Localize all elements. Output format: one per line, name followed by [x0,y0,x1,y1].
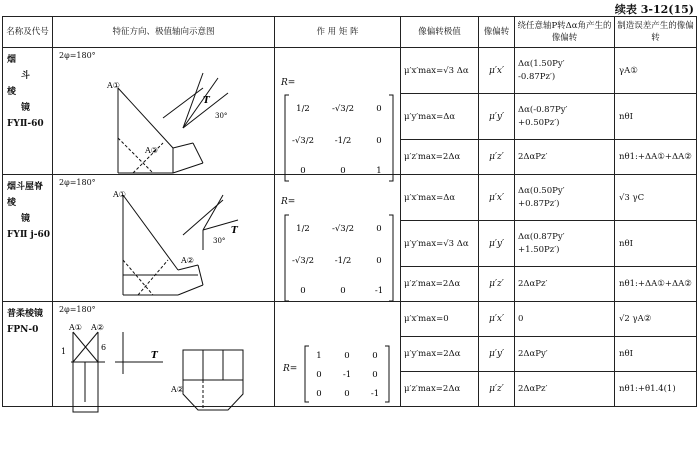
extreme-value: μ′x′max=Δα [401,175,479,221]
label-t: T [203,96,210,106]
header-name: 名称及代号 [3,17,53,48]
extreme-value: μ′y′max=2Δα [401,337,479,372]
error-value: nθ1:+ΔA①+ΔA② [615,267,697,302]
header-matrix: 作 用 矩 阵 [275,17,401,48]
matrix-svg [275,213,401,303]
matrix-entry: 0 [344,389,350,399]
name-line: 棱 [7,198,17,208]
extreme-value: μ′z′max=2Δα [401,140,479,175]
error-value: γA① [615,48,697,94]
label-1: 1 [61,347,67,356]
arbitrary-value [515,140,615,175]
error-value: nθ1:+θ1.4(1) [615,372,697,407]
name-line: 镜 [21,103,31,113]
arb-line: 2ΔαPy′ [518,348,548,359]
diagram-cell [53,302,275,407]
deflection-symbol: μ′y′ [479,337,515,372]
matrix-entry: -√3/2 [332,104,354,114]
matrix-cell [275,48,401,175]
arb-line: +0.87Pz′) [518,198,560,209]
arb-line: Δα(0.87Py′ [518,231,565,242]
angle-label: 2φ=180° [59,178,96,187]
header-row [3,17,697,48]
extreme-value: μ′x′max=0 [401,302,479,337]
error-value: nθ1:+ΔA①+ΔA② [615,140,697,175]
arbitrary-value [515,267,615,302]
deflection-symbol: μ′x′ [479,175,515,221]
prism-name [3,48,53,175]
matrix-cell [275,302,401,407]
arbitrary-value [515,302,615,337]
table-caption: 续表 3-12(15) [614,3,694,16]
arb-line: Δα(-0.87Py′ [518,104,568,115]
deflection-symbol: μ′z′ [479,267,515,302]
error-value: √2 γA② [615,302,697,337]
matrix-label: R= [281,78,296,88]
matrix-entry: -√3/2 [292,256,314,266]
extreme-value: μ′z′max=2Δα [401,267,479,302]
extreme-value: μ′z′max=2Δα [401,372,479,407]
matrix-label: R= [281,197,296,207]
matrix-cell [275,175,401,302]
name-line: 烟 [7,55,17,65]
header-deflection: 像偏转 [479,17,515,48]
matrix-svg [275,93,401,183]
arb-line: -0.87Pz′) [518,71,556,82]
matrix-entry: -√3/2 [292,136,314,146]
label-a2: A② [171,385,184,394]
deflection-symbol: μ′x′ [479,48,515,94]
arb-line: 0 [518,313,524,324]
arb-line: +1.50Pz′) [518,244,560,255]
header-extreme: 像偏转极值 [401,17,479,48]
arb-line: 2ΔαPz′ [518,151,548,162]
diagram-cell [53,175,275,302]
matrix-entry: 0 [376,104,382,114]
angle-label: 2φ=180° [59,305,96,314]
matrix-entry: 0 [372,370,378,380]
name-line: 普柔棱镜 [7,309,44,319]
error-value: nθⅠ [615,221,697,267]
matrix-entry: 0 [344,351,350,361]
matrix-entry: 0 [340,286,346,296]
arb-line: +0.50Pz′) [518,117,560,128]
matrix-entry: -√3/2 [332,224,354,234]
prism-diagram [53,302,275,427]
header-arbitrary: 绕任意轴P转Δα角产生的像偏转 [515,17,615,48]
deflection-symbol: μ′z′ [479,372,515,407]
arb-line: Δα(0.50Py′ [518,185,565,196]
matrix-entry: 1/2 [296,224,310,234]
error-value: √3 γC [615,175,697,221]
matrix-entry: -1 [370,389,380,399]
table-row [3,302,697,337]
deflection-symbol: μ′x′ [479,302,515,337]
name-line: 镜 [21,214,31,224]
arbitrary-value [515,337,615,372]
matrix-entry: 0 [340,166,346,176]
matrix-entry: 0 [300,166,306,176]
label-angle: 30° [215,112,228,120]
matrix-label: R= [283,364,298,374]
label-a2: A② [181,256,194,265]
arbitrary-value [515,94,615,140]
arb-line: 2ΔαPz′ [518,278,548,289]
error-value: nθⅠ [615,94,697,140]
matrix-entry: -1 [374,286,384,296]
matrix-entry: 0 [376,136,382,146]
extreme-value: μ′y′max=√3 Δα [401,221,479,267]
deflection-symbol: μ′z′ [479,140,515,175]
prism-name [3,175,53,302]
arb-line: Δα(1.50Py′ [518,58,565,69]
header-diagram: 特征方向、极值轴向示意图 [53,17,275,48]
name-code: FYⅡ j-60 [7,230,51,240]
label-a1: A① [69,323,82,332]
label-angle: 30° [213,237,226,245]
header-error: 制造误差产生的像偏转 [615,17,697,48]
matrix-entry: 1 [376,166,382,176]
name-code: FYⅡ-60 [7,119,44,129]
label-a1: A① [107,81,120,90]
name-code: FPN-0 [7,325,39,335]
prism-table [2,16,697,407]
arbitrary-value [515,372,615,407]
arbitrary-value [515,175,615,221]
prism-name [3,302,53,407]
label-6: 6 [101,343,107,352]
matrix-entry: 1/2 [296,104,310,114]
name-line: 烟斗屋脊 [7,182,44,192]
matrix-entry: 0 [376,224,382,234]
matrix-entry: 0 [372,351,378,361]
table-row [3,175,697,221]
arbitrary-value [515,221,615,267]
matrix-svg [297,344,423,404]
matrix-entry: 1 [316,351,322,361]
diagram-cell [53,48,275,175]
matrix-entry: -1 [342,370,352,380]
table-row [3,48,697,94]
matrix-entry: 0 [316,389,322,399]
extreme-value: μ′y′max=Δα [401,94,479,140]
prism-diagram [53,48,275,188]
matrix-entry: 0 [376,256,382,266]
name-line: 棱 [7,87,17,97]
label-a2: A② [91,323,104,332]
label-t: T [151,351,158,361]
prism-diagram [53,175,275,315]
matrix-entry: -1/2 [334,256,352,266]
label-a1: A① [113,190,126,199]
error-value: nθⅠ [615,337,697,372]
angle-label: 2φ=180° [59,51,96,60]
label-a2: A② [145,146,158,155]
arb-line: 2ΔαPz′ [518,383,548,394]
matrix-entry: 0 [300,286,306,296]
arbitrary-value [515,48,615,94]
name-line: 斗 [21,71,31,81]
deflection-symbol: μ′y′ [479,221,515,267]
matrix-entry: 0 [316,370,322,380]
extreme-value: μ′x′max=√3 Δα [401,48,479,94]
deflection-symbol: μ′y′ [479,94,515,140]
label-t: T [231,226,238,236]
matrix-entry: -1/2 [334,136,352,146]
